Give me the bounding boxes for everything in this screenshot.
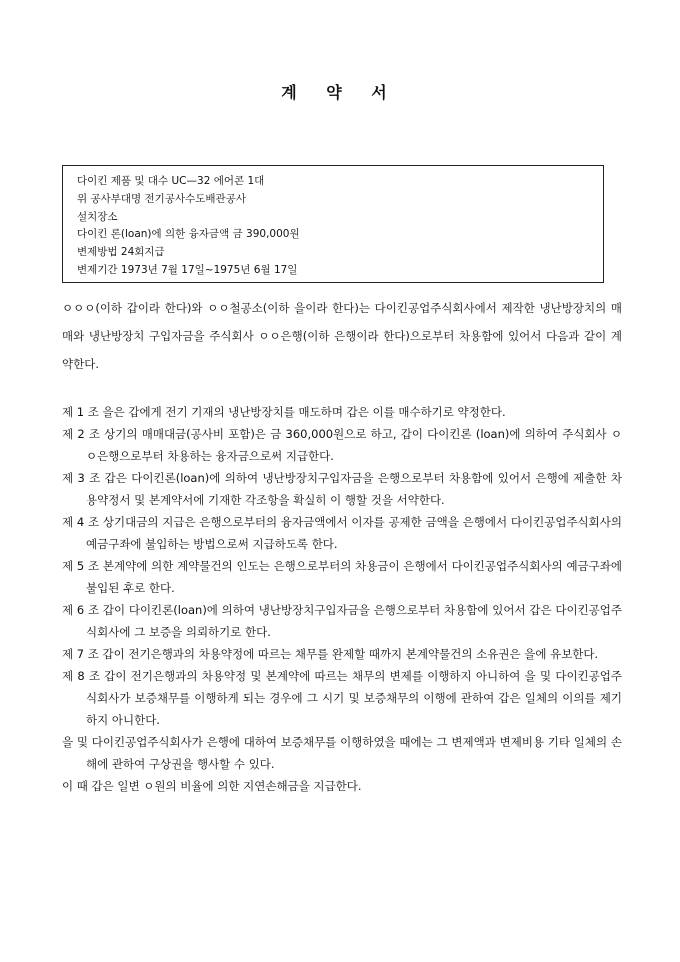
clause-2: 제 2 조 상기의 매매대금(공사비 포함)은 금 360,000원으로 하고, 갑이 다이킨론 (loan)에 의하여 주식회사 ㅇㅇ은행으로부터 차용하는 융자금으로써 지급한다. (62, 427, 622, 463)
contract-clauses (62, 401, 622, 797)
clause-8: 제 8 조 갑이 전기은행과의 차용약정 및 본계약에 따르는 채무의 변제를 이행하지 아니하여 을 및 다이킨공업주식회사가 보증채무를 이행하게 되는 경우에 그 시기 및 보증채무의 이행에 관하여 갑은 일체의 이의를 제기하지 아니한다. (62, 669, 622, 727)
clause-3: 제 3 조 갑은 다이킨론(loan)에 의하여 냉난방장치구입자금을 은행으로부터 차용함에 있어서 은행에 제출한 차용약정서 및 본계약서에 기재한 각조항을 확실히 이 행할 것을 서약한다. (62, 471, 622, 507)
clause-1: 제 1 조 을은 갑에게 전기 기재의 냉난방장치를 매도하며 갑은 이를 매수하기로 약정한다. (62, 405, 506, 419)
contract-info-box (62, 165, 604, 283)
clause-late-fee-paragraph: 이 때 갑은 일변 ㅇ원의 비율에 의한 지연손해금을 지급한다. (62, 779, 362, 793)
info-product-line: 다이킨 제품 및 대수 UC—32 에어콘 1대 (77, 175, 265, 187)
info-location-line: 설치장소 (77, 210, 118, 223)
info-loan-amount-line: 다이킨 론(loan)에 의한 융자금액 금 390,000원 (77, 228, 300, 241)
clause-4: 제 4 조 상기대금의 지급은 은행으로부터의 융자금액에서 이자를 공제한 금액을 은행에서 다이킨공업주식회사의 예금구좌에 불입하는 방법으로써 지급하도록 한다. (62, 515, 622, 551)
clause-6: 제 6 조 갑이 다이킨론(loan)에 의하여 냉난방장치구입자금을 은행으로부터 차용함에 있어서 갑은 다이킨공업주식회사에 그 보증을 의뢰하기로 한다. (62, 603, 622, 639)
clause-7: 제 7 조 갑이 전기은행과의 차용약정에 따르는 채무를 완제할 때까지 본계약물건의 소유권은 을에 유보한다. (62, 647, 599, 661)
contract-intro: ㅇㅇㅇ(이하 갑이라 한다)와 ㅇㅇ철공소(이하 을이라 한다)는 다이킨공업주식회사에서 제작한 냉난방장치의 매매와 냉난방장치 구입자금을 주식회사 ㅇㅇ은행(이하 은행이라 한다)으로부터 차용함에 있어서 다음과 같이 계약한다. (62, 301, 622, 371)
clause-recourse-paragraph: 을 및 다이킨공업주식회사가 은행에 대하여 보증채무를 이행하였을 때에는 그 변제액과 변제비용 기타 일체의 손해에 관하여 구상권을 행사할 수 있다. (62, 735, 622, 771)
info-repayment-method-line: 변제방법 24회지급 (77, 246, 165, 259)
document-title: 계 약 서 (281, 83, 399, 102)
clause-5: 제 5 조 본계약에 의한 계약물건의 인도는 은행으로부터의 차용금이 은행에서 다이킨공업주식회사의 예금구좌에 불입된 후로 한다. (62, 559, 622, 595)
info-construction-line: 위 공사부대명 전기공사수도배관공사 (77, 192, 246, 205)
info-repayment-period-line: 변제기간 1973년 7월 17일~1975년 6월 17일 (77, 263, 298, 276)
